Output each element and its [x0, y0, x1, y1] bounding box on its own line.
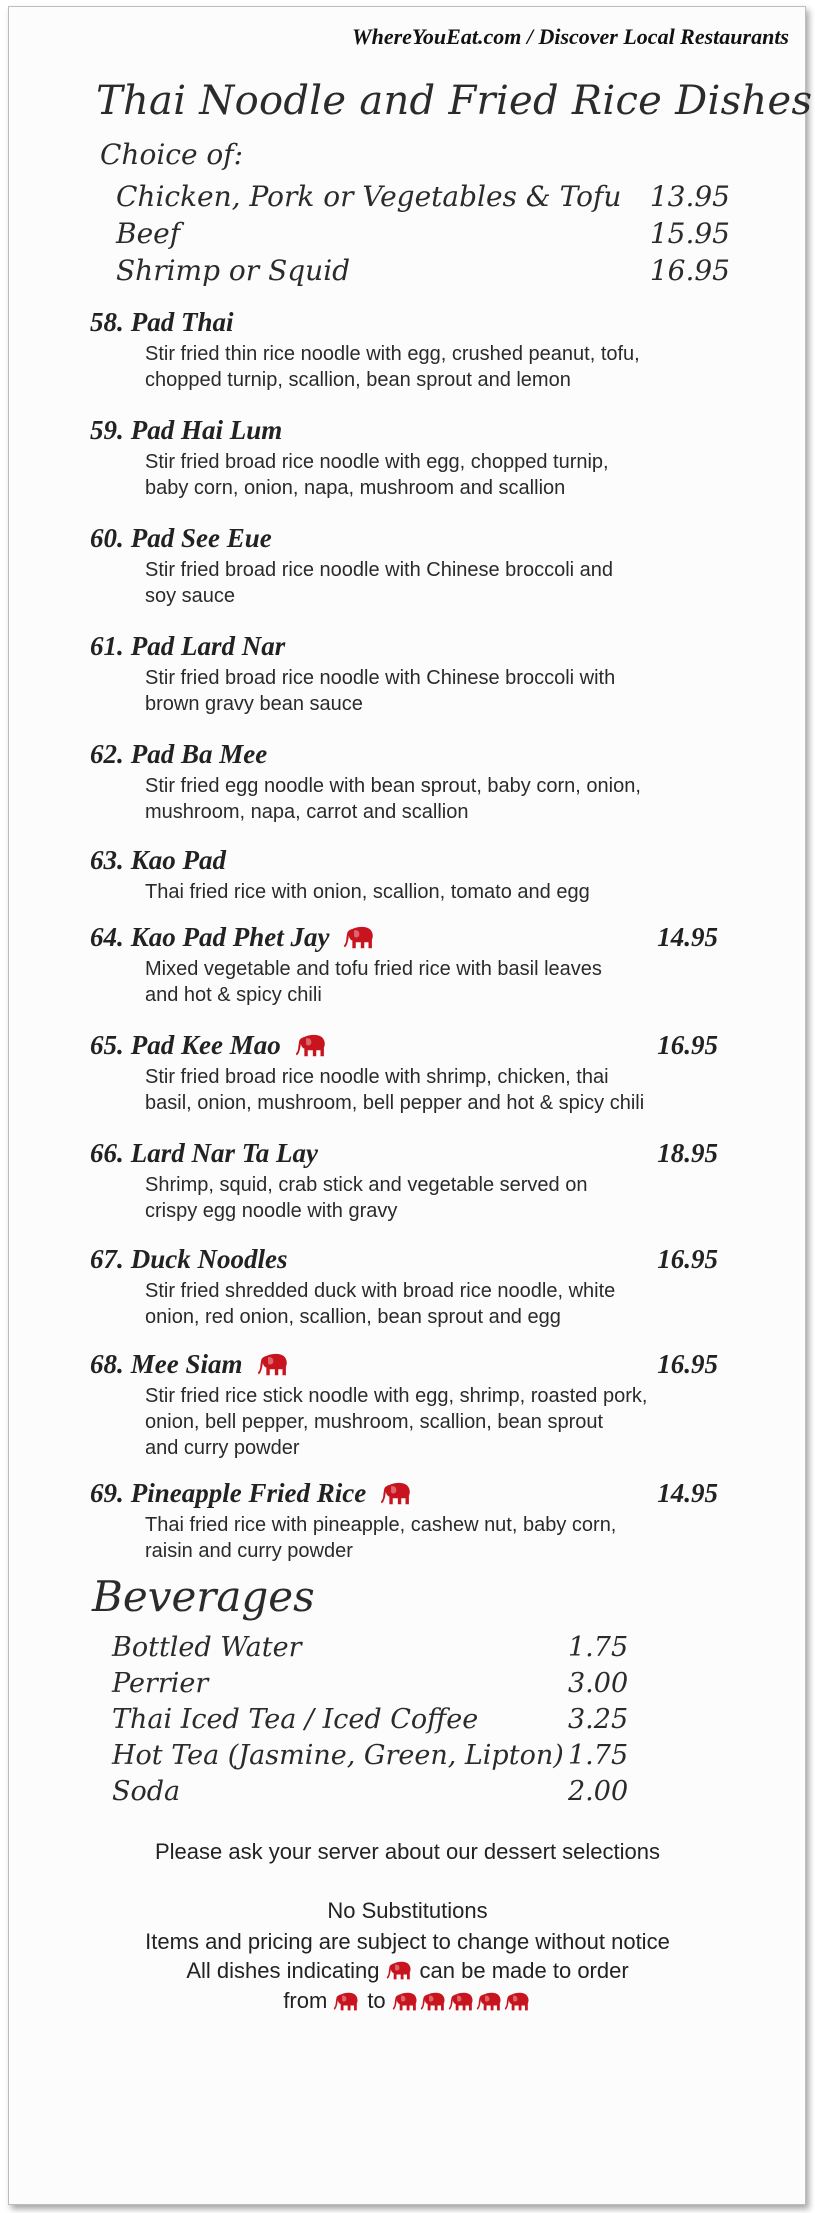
menu-item-description: [145, 1172, 715, 1224]
description-line: onion, red onion, scallion, bean sprout and egg: [145, 1306, 561, 1328]
beverage-row: [112, 1632, 629, 1666]
menu-item-description: [145, 557, 715, 609]
menu-item: [90, 523, 718, 609]
description-line: Shrimp, squid, crab stick and vegetable served on: [145, 1174, 588, 1196]
elephant-icon: [448, 1991, 476, 2013]
elephant-icon: [380, 1481, 414, 1507]
menu-item-price: 16.95: [657, 1349, 718, 1379]
menu-item: [90, 631, 718, 717]
menu-item-description: [145, 1383, 715, 1461]
scale-max-icons: [392, 1988, 532, 2014]
menu-item: [90, 1244, 718, 1330]
description-line: crispy egg noodle with gravy: [145, 1200, 398, 1222]
menu-item-price: 16.95: [657, 1244, 718, 1274]
description-line: soy sauce: [145, 585, 236, 607]
menu-item-name: Kao Pad Phet Jay: [130, 922, 330, 952]
description-line: Stir fried thin rice noodle with egg, crushed peanut, tofu,: [145, 343, 640, 365]
beverage-price: 1.75: [568, 1632, 629, 1663]
menu-item-header: [90, 739, 718, 771]
scale-min-icons: [333, 1988, 361, 2014]
description-line: Stir fried broad rice noodle with Chinese broccoli with: [145, 667, 616, 689]
menu-item-price: 16.95: [657, 1030, 718, 1060]
beverage-row: [112, 1704, 629, 1738]
menu-item-number: 68.: [90, 1349, 124, 1379]
description-line: Stir fried shredded duck with broad rice noodle, white: [145, 1280, 616, 1302]
menu-item-number: 65.: [90, 1030, 124, 1060]
menu-item-header: [90, 922, 718, 954]
menu-item-price: 14.95: [657, 1478, 718, 1508]
spicy-indicator-note: [0, 1958, 815, 1984]
spicy-scale-note: [0, 1988, 815, 2014]
elephant-icon: [295, 1033, 329, 1059]
elephant-icon: [476, 1991, 504, 2013]
menu-item-price: 14.95: [657, 922, 718, 952]
beverage-label: Bottled Water: [112, 1632, 302, 1663]
menu-item-title: [90, 922, 377, 953]
dessert-note: Please ask your server about our dessert selections: [154, 1839, 661, 1864]
menu-item-title: [90, 1478, 414, 1509]
menu-item-title: [90, 307, 234, 338]
menu-item-description: [145, 773, 715, 825]
menu-item-description: [145, 341, 715, 393]
choice-price: 15.95: [649, 217, 730, 250]
beverage-price: 3.00: [568, 1668, 629, 1699]
choice-row: [116, 180, 730, 216]
menu-item-name: Lard Nar Ta Lay: [130, 1138, 318, 1168]
scale-to-text: to: [367, 1988, 386, 2013]
menu-item-title: [90, 1244, 288, 1275]
description-line: Stir fried broad rice noodle with shrimp, chicken, thai: [145, 1066, 609, 1088]
section-title: Thai Noodle and Fried Rice Dishes: [96, 78, 813, 124]
menu-item-description: [145, 665, 715, 717]
menu-item-title: [90, 1138, 318, 1169]
menu-item-title: [90, 845, 226, 876]
menu-item-name: Pad See Eue: [130, 523, 272, 553]
description-line: Thai fried rice with onion, scallion, tomato and egg: [145, 881, 590, 903]
menu-item-name: Kao Pad: [130, 845, 227, 875]
description-line: Stir fried egg noodle with bean sprout, baby corn, onion,: [145, 775, 641, 797]
description-line: Stir fried broad rice noodle with egg, chopped turnip,: [145, 451, 609, 473]
beverage-price: 1.75: [568, 1740, 629, 1771]
menu-item-name: Duck Noodles: [130, 1244, 288, 1274]
menu-item-header: [90, 523, 718, 555]
menu-item-title: [90, 415, 282, 446]
menu-item: [90, 307, 718, 393]
menu-item-header: [90, 1030, 718, 1062]
description-line: brown gravy bean sauce: [145, 693, 363, 715]
description-line: raisin and curry powder: [145, 1540, 353, 1562]
menu-item: [90, 845, 718, 905]
description-line: Stir fried broad rice noodle with Chinese broccoli and: [145, 559, 614, 581]
elephant-icon: [386, 1960, 414, 1982]
choice-label: Beef: [116, 217, 181, 250]
menu-item-price: 18.95: [657, 1138, 718, 1168]
menu-item: [90, 1478, 718, 1564]
choice-row: [116, 254, 730, 290]
choice-price: 13.95: [649, 180, 730, 213]
elephant-icon: [504, 1991, 532, 2013]
description-line: and curry powder: [145, 1437, 300, 1459]
menu-item-description: [145, 1064, 715, 1116]
menu-item-number: 63.: [90, 845, 124, 875]
menu-item-header: [90, 1349, 718, 1381]
menu-item-number: 60.: [90, 523, 124, 553]
menu-item-name: Pad Hai Lum: [130, 415, 283, 445]
indicator-text-after: can be made to order: [419, 1958, 629, 1983]
choice-heading: Choice of:: [100, 138, 244, 171]
menu-item-number: 66.: [90, 1138, 124, 1168]
description-line: baby corn, onion, napa, mushroom and scallion: [145, 477, 566, 499]
menu-item-header: [90, 1138, 718, 1170]
description-line: mushroom, napa, carrot and scallion: [145, 801, 469, 823]
beverage-price: 3.25: [568, 1704, 629, 1735]
description-line: and hot & spicy chili: [145, 984, 322, 1006]
description-line: Stir fried rice stick noodle with egg, shrimp, roasted pork,: [145, 1385, 648, 1407]
description-line: Mixed vegetable and tofu fried rice with basil leaves: [145, 958, 602, 980]
beverage-label: Hot Tea (Jasmine, Green, Lipton): [112, 1740, 564, 1771]
menu-item-description: [145, 879, 715, 905]
description-line: onion, bell pepper, mushroom, scallion, bean sprout: [145, 1411, 604, 1433]
menu-item-title: [90, 631, 285, 662]
menu-item: [90, 739, 718, 825]
menu-item-description: [145, 956, 715, 1008]
beverage-label: Perrier: [112, 1668, 209, 1699]
beverages-title: Beverages: [92, 1572, 315, 1621]
menu-item-number: 58.: [90, 307, 124, 337]
pricing-note: Items and pricing are subject to change without notice: [145, 1929, 670, 1954]
menu-item-number: 61.: [90, 631, 124, 661]
menu-item-title: [90, 523, 272, 554]
description-line: basil, onion, mushroom, bell pepper and hot & spicy chili: [145, 1092, 645, 1114]
menu-item-name: Mee Siam: [130, 1349, 243, 1379]
menu-item-number: 62.: [90, 739, 124, 769]
menu-item: [90, 415, 718, 501]
menu-item: [90, 1030, 718, 1116]
description-line: Thai fried rice with pineapple, cashew nut, baby corn,: [145, 1514, 617, 1536]
indicator-text-before: All dishes indicating: [186, 1958, 380, 1983]
menu-item-title: [90, 1349, 291, 1380]
menu-item-name: Pad Kee Mao: [130, 1030, 281, 1060]
elephant-icon: [333, 1991, 361, 2013]
menu-item-description: [145, 1278, 715, 1330]
menu-item-header: [90, 845, 718, 877]
menu-item-description: [145, 1512, 715, 1564]
menu-item-number: 67.: [90, 1244, 124, 1274]
elephant-icon: [343, 925, 377, 951]
elephant-icon: [392, 1991, 420, 2013]
elephant-icon: [257, 1352, 291, 1378]
beverage-row: [112, 1776, 629, 1810]
beverage-row: [112, 1668, 629, 1702]
menu-item-name: Pad Lard Nar: [130, 631, 286, 661]
menu-item: [90, 1349, 718, 1461]
choice-row: [116, 217, 730, 253]
menu-item-number: 69.: [90, 1478, 124, 1508]
menu-item-name: Pad Ba Mee: [130, 739, 268, 769]
beverage-row: [112, 1740, 629, 1774]
menu-item-title: [90, 739, 267, 770]
beverage-price: 2.00: [568, 1776, 629, 1807]
beverage-label: Soda: [112, 1776, 181, 1807]
menu-item-description: [145, 449, 715, 501]
choice-price: 16.95: [649, 254, 730, 287]
description-line: chopped turnip, scallion, bean sprout and lemon: [145, 369, 571, 391]
menu-item: [90, 922, 718, 1008]
menu-item: [90, 1138, 718, 1224]
no-substitutions-note: No Substitutions: [327, 1898, 488, 1923]
menu-item-title: [90, 1030, 329, 1061]
elephant-icon: [420, 1991, 448, 2013]
menu-item-name: Pad Thai: [130, 307, 234, 337]
menu-item-name: Pineapple Fried Rice: [130, 1478, 367, 1508]
scale-from-text: from: [283, 1988, 328, 2013]
menu-item-header: [90, 631, 718, 663]
menu-item-header: [90, 415, 718, 447]
site-header[interactable]: WhereYouEat.com / Discover Local Restaurants: [352, 24, 789, 49]
menu-item-header: [90, 1244, 718, 1276]
menu-item-header: [90, 1478, 718, 1510]
menu-item-header: [90, 307, 718, 339]
choice-label: Chicken, Pork or Vegetables & Tofu: [116, 180, 622, 213]
menu-item-number: 64.: [90, 922, 124, 952]
choice-label: Shrimp or Squid: [116, 254, 351, 287]
beverage-label: Thai Iced Tea / Iced Coffee: [112, 1704, 479, 1735]
menu-item-number: 59.: [90, 415, 124, 445]
